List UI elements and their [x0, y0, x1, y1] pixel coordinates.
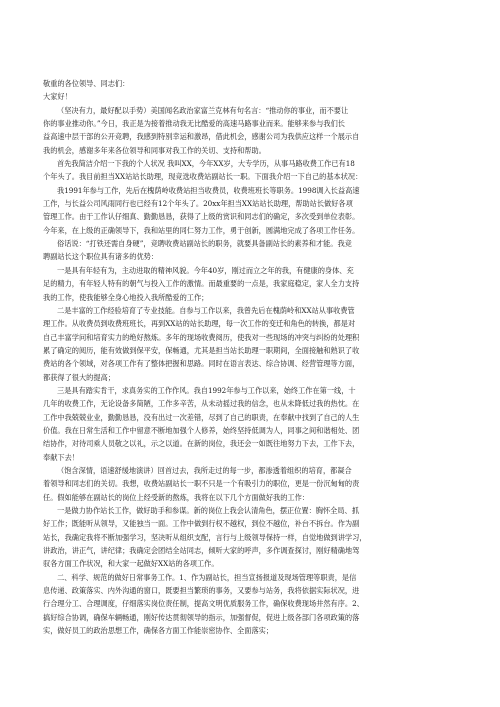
- text-line: 二是丰富的工作经验培育了专业技能。自参与工作以来，我曾先后在槐荫岭和XX站从事收费管: [57, 305, 355, 315]
- text-line: （饱含深情，语速舒缓地演讲）回首过去，我所走过的每一步，都渗透着组织的培育，都凝合: [57, 465, 352, 475]
- text-line: 益高速中层干部的公开竞聘，我感到特别幸运和激昂，借此机会，感谢公司为我供应这样一个展示自: [43, 132, 360, 142]
- text-line: 累了确定的阅历，能有效做到保平安，保畅通，尤其是担当站长助理一职期间，全面接触和熟识了收: [43, 345, 360, 355]
- text-line: 管理工作。由于工作认仔细真、勤勤恳恳，获得了上级的赏识和同志们的确定，多次受到单位表彰。: [43, 212, 360, 222]
- text-line: 我1991年参与工作，先后在槐荫岭收费站担当收费员，收费班班长等职务。1998调入长益高速: [57, 185, 360, 195]
- text-line: 搞好综合协调，确保车辆畅通，刚好传达贯彻领导的指示，加强督促，促进上级各部门各项政策的落: [43, 612, 360, 622]
- text-line: 一是具有年轻有为，主动进取的精神风貌。今年40岁，刚过而立之年的我，有健康的身体、充: [57, 265, 354, 275]
- text-line: 工作中我兢兢业业，勤勤恳恳，没有出过一次差错，尽到了自己的职责，在奉献中找到了自己的人生: [43, 412, 360, 422]
- text-line: 费站的各个领域，对各项工作有了整体把握和思路。同时在语言表达、综合协调、经营管理等方面，: [43, 359, 360, 369]
- text-line: 价值。我在日常生活和工作中留意不断地加强个人修养，始终坚持低调为人，同事之间和谐相处、团: [43, 425, 360, 435]
- text-line: 几年的收费工作，无论设备多简陋，工作多辛苦，从未动摇过我的信念，也从未降低过我的热忱。在: [43, 399, 360, 409]
- text-line: 聘副站长这个职位具有诸多的优势：: [43, 252, 159, 262]
- text-line: 实，做好员工的政治思想工作，确保各方面工作能崇密协作、全面落实；: [43, 626, 274, 636]
- text-line: 俗话说：“打铁还需自身硬”，竞聘收费站副站长的职务，就要具备副站长的素养和才能。我竞: [57, 239, 352, 249]
- text-line: 结协作，对待司乘人员敬之以礼，示之以道。在新的岗位，我还会一如既往地努力下去，工作下去，: [43, 439, 360, 449]
- text-line: 着领导和同志们的关切。我想，收费站副站长一职不只是一个有吸引力的职位，更是一份沉甸甸的责: [43, 479, 360, 489]
- text-line: 我的工作，使我能够全身心地投入我所酷爱的工作；: [43, 292, 209, 302]
- text-line: 你的事业推动你。”今日，我正是为接着推动我无比酷爱的高速马路事业而来。能够来参与我们长: [43, 119, 345, 129]
- text-line: 一是做力协作站长工作，做好助手和参谋。新的岗位上我会认清角色，摆正位置：胸怀全局、抓: [57, 506, 359, 515]
- text-line: 讲政治，讲正气，讲纪律；我确定会团结全站同志，倾听大家的呼声，多作调查探讨，刚好精确地驾: [43, 546, 360, 556]
- text-line: 站长，我确定我将不断加强学习，坚决听从组织支配，言行与上级领导保持一样，自觉地做到讲学习，: [43, 532, 367, 542]
- text-line: 驭各方面工作状况，和大家一起做好XX站的各项工作。: [43, 559, 219, 569]
- text-line: 行合理分工、合理调度，仔细落实岗位责任制，提高文明优质服务工作，确保收费现场井然有序。2、: [43, 599, 364, 609]
- text-line: 三是具有踏实肯干，求真务实的工作作风。我自1992年参与工作以来，始终工作在第一线，十: [57, 385, 356, 395]
- text-line: 奉献下去！: [43, 452, 79, 462]
- text-line: 息传递、政策落实、内外沟通的窗口，既要担当繁琐的事务，又要参与站务，我将依据实际状况，进: [43, 586, 360, 596]
- salutation: 敬重的各位领导、同志们：: [43, 79, 130, 88]
- greeting: 大家好！: [43, 92, 72, 102]
- text-line: 首先我简洁介绍一下我的个人状况 我叫XX，今年XX岁，大专学历，从事马路收费工作已有18: [57, 159, 355, 169]
- text-line: 任。假如能够在副站长的岗位上经受新的熬炼，我将在以下几个方面做好我的工作：: [43, 492, 309, 502]
- text-line: 二、科学、规范的做好日常事务工作。1、作为副站长，担当宣扬报道及现场管理等职责，是信: [57, 572, 357, 582]
- text-line: 个年头了。我目前担当XX站站长助理，现竞选收费站副站长一职。下面我介绍一下自己的基本状况：: [43, 172, 363, 182]
- text-line: 足的精力，有年轻人特有的朝气与投入工作的激情。而最重要的一点是，我家庭稳定，家人全力支持: [43, 279, 360, 289]
- text-line: 我的机会，感谢多年来各位领导和同事对我工作的关切、支持和帮助。: [43, 145, 266, 155]
- text-line: （坚决有力，最好配以手势）美国闻名政治家富兰克林有句名言：“推动你的事业，而不要让: [57, 105, 349, 115]
- text-line: 自己丰富学问和培育实力的绝好熬炼。多年的现场收费阅历，使我对一些现场的冲突与纠纷的处理积: [43, 332, 360, 342]
- text-line: 理工作。从收费员到收费班班长，再到XX站的站长助理，每一次工作的变迁和角色的转换，都是对: [43, 319, 356, 329]
- document-body: [43, 104, 460, 638]
- text-line: 好工作；既能听从领导，又能独当一面。工作中做到行权不越权，到位不越位，补台不拆台。作为副: [43, 519, 360, 529]
- text-line: 都获得了很大的提高；: [43, 372, 115, 382]
- text-line: 今年来，在上级的正确领导下，我和站里的同仁努力工作，勇于创新，圆满地完成了各项工作任务。: [43, 225, 360, 235]
- text-line: 工作，与长益公司风雨同行也已经有12个年头了。20xx年担当XX站站长助理，帮助站长做好各项: [43, 199, 353, 209]
